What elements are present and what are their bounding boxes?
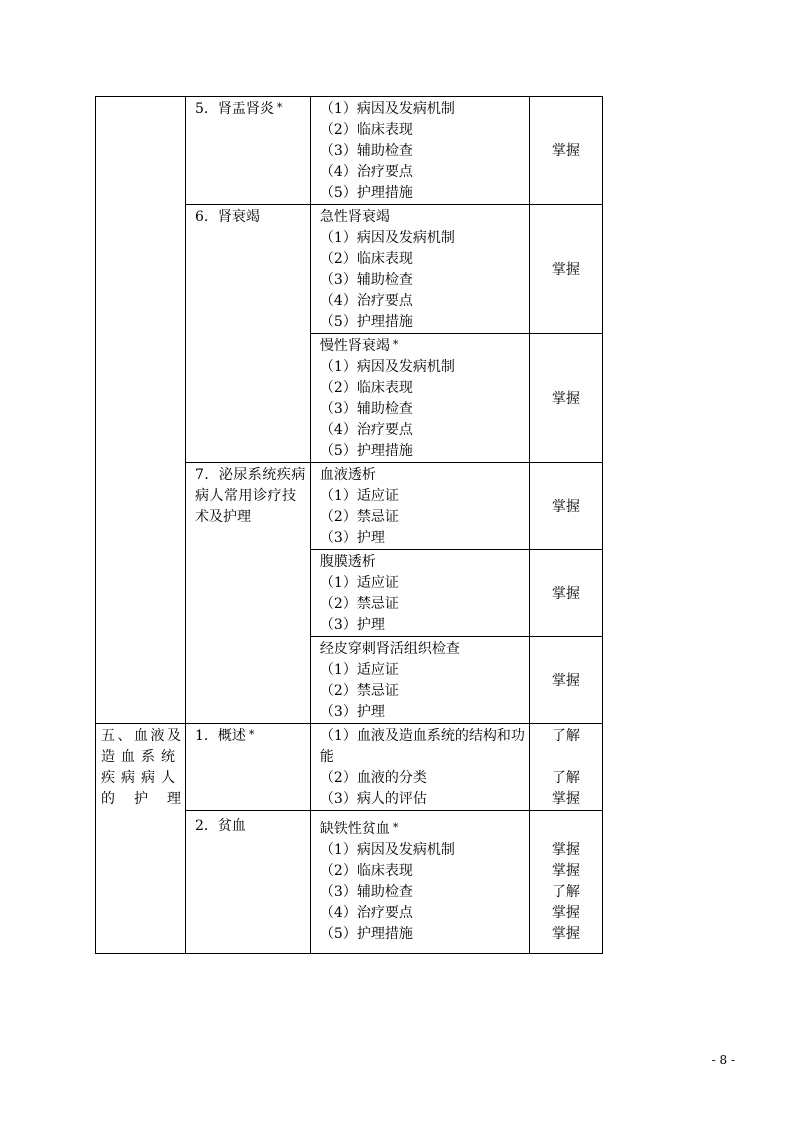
content-item: （3）病人的评估 (319, 791, 427, 807)
table-row (96, 97, 603, 205)
content-item: （1）血液及造血系统的结构和功 (319, 728, 525, 744)
level-cell (529, 811, 602, 954)
level-value: 掌握 (551, 926, 580, 942)
content-item: （5）护理措施 (319, 185, 413, 201)
topic-cell: 2．贫血 (186, 811, 311, 954)
content-item: （2）临床表现 (319, 251, 413, 267)
content-item: （1）病因及发病机制 (319, 101, 455, 117)
content-title: 缺铁性贫血 * (319, 821, 399, 837)
content-item: 能 (319, 749, 334, 765)
content-item: （3）护理 (319, 530, 385, 546)
level-value: 掌握 (551, 842, 580, 858)
topic-cell: 6．肾衰竭 (186, 205, 311, 463)
content-item: （4）治疗要点 (319, 905, 413, 921)
level-value: 掌握 (551, 791, 580, 807)
content-item: （4）治疗要点 (319, 164, 413, 180)
level-cell: 掌握 (529, 550, 602, 637)
topic-cell: 7．泌尿系统疾病 病人常用诊疗技 术及护理 (186, 463, 311, 724)
page-number: - 8 - (711, 1053, 735, 1067)
content-item: （3）护理 (319, 704, 385, 720)
level-cell (529, 724, 602, 811)
level-value: 掌握 (551, 905, 580, 921)
content-item: （2）临床表现 (319, 380, 413, 396)
section-cell: 五、血液及 造血系统 疾病病人 的护理 (96, 724, 186, 954)
level-value: 了解 (551, 884, 580, 900)
level-value (530, 747, 602, 768)
content-item: （5）护理措施 (319, 443, 413, 459)
content-cell (310, 334, 529, 463)
content-item: （4）治疗要点 (319, 293, 413, 309)
level-value: 了解 (551, 770, 580, 786)
content-item: （2）禁忌证 (319, 596, 399, 612)
content-item: （3）辅助检查 (319, 272, 413, 288)
content-title: 急性肾衰竭 (319, 209, 390, 225)
content-item: （1）适应证 (319, 488, 399, 504)
content-item: （5）护理措施 (319, 314, 413, 330)
topic-cell: 5．肾盂肾炎 * (186, 97, 311, 205)
content-item: （3）护理 (319, 617, 385, 633)
content-cell (310, 463, 529, 550)
level-value: 了解 (551, 728, 580, 744)
content-item: （1）病因及发病机制 (319, 230, 455, 246)
content-cell (310, 637, 529, 724)
content-cell (310, 205, 529, 334)
syllabus-table (95, 96, 603, 954)
content-title: 腹膜透析 (319, 554, 376, 570)
content-item: （3）辅助检查 (319, 401, 413, 417)
level-value: 掌握 (551, 863, 580, 879)
content-item: （2）临床表现 (319, 122, 413, 138)
level-cell: 掌握 (529, 463, 602, 550)
content-cell (310, 811, 529, 954)
section-cell-empty (96, 97, 186, 724)
content-item: （3）辅助检查 (319, 143, 413, 159)
content-item: （1）适应证 (319, 662, 399, 678)
level-cell: 掌握 (529, 334, 602, 463)
content-cell (310, 550, 529, 637)
content-item: （4）治疗要点 (319, 422, 413, 438)
content-item: （1）病因及发病机制 (319, 842, 455, 858)
table-row (96, 724, 603, 811)
level-cell: 掌握 (529, 97, 602, 205)
content-item: （3）辅助检查 (319, 884, 413, 900)
content-item: （2）临床表现 (319, 863, 413, 879)
content-cell (310, 97, 529, 205)
level-cell: 掌握 (529, 205, 602, 334)
content-item: （2）禁忌证 (319, 509, 399, 525)
content-cell (310, 724, 529, 811)
content-item: （1）病因及发病机制 (319, 359, 455, 375)
topic-cell: 1．概述 * (186, 724, 311, 811)
content-item: （2）禁忌证 (319, 683, 399, 699)
content-item: （2）血液的分类 (319, 770, 427, 786)
content-title: 慢性肾衰竭 * (319, 338, 399, 354)
content-title: 血液透析 (319, 467, 376, 483)
content-item: （1）适应证 (319, 575, 399, 591)
level-cell: 掌握 (529, 637, 602, 724)
content-title: 经皮穿刺肾活组织检查 (319, 641, 460, 657)
content-item: （5）护理措施 (319, 926, 413, 942)
